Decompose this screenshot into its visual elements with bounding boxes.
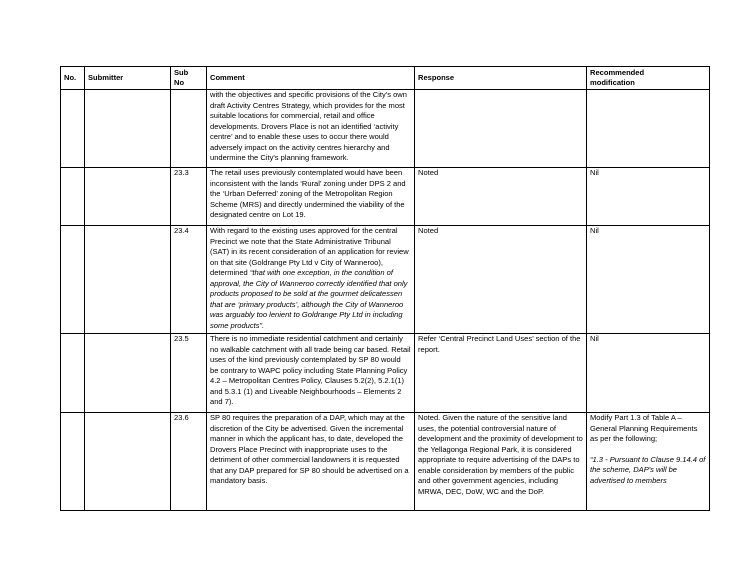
- table-row: [61, 90, 710, 168]
- row-submitter-cell: [85, 168, 171, 226]
- row-recommendation-cell: Nil: [587, 334, 710, 413]
- header-response: Response: [415, 67, 587, 90]
- row-no-cell: [61, 168, 85, 226]
- row-sub-no-cell: [171, 90, 207, 168]
- row-comment-cell: There is no immediate residential catchment and certainly no walkable catchment with all trade being car based. Retail uses of the kind previously contemplated by SP 80 would be contrary to WAPC policy including State Planning Policy 4.2 – Metropolitan Centres Policy, Clauses 5.2(2), 5.2.1(1) and 5.3.1 (1) and Liveable Neighbourhoods – Elements 2 and 7).: [207, 334, 415, 413]
- recommendation-quote: “1.3 - Pursuant to Clause 9.14.4 of the scheme, DAP's will be advertised to members: [590, 454, 706, 485]
- row-submitter-cell: [85, 226, 171, 334]
- header-recommended-line1: Recommended: [590, 67, 645, 77]
- row-no-cell: [61, 226, 85, 334]
- row-comment-cell: SP 80 requires the preparation of a DAP, which may at the discretion of the City be advertised. Given the incremental manner in which the applicant has, to date, developed the Drovers Place Precinct with inappropriate uses to the detriment of other commercial landowners it is requested that any DAP prepared for SP 80 should be advertised on a mandatory basis.: [207, 413, 415, 511]
- row-recommendation-cell: Nil: [587, 168, 710, 226]
- row-comment-cell: with the objectives and specific provisions of the City's own draft Activity Centres Strategy, which provides for the most suitable locations for commercial, retail and office developments. Drovers Place is not an identified ‘activity centre’ and to enable these uses to occur there would adversely impact on the activity centres hierarchy and undermine the City's planning framework.: [207, 90, 415, 168]
- table-row: [61, 168, 710, 226]
- table-row: [61, 226, 710, 334]
- row-sub-no-cell: 23.3: [171, 168, 207, 226]
- comment-text: With regard to the existing uses approved for the central Precinct we note that the State Administrative Tribunal (SAT) in its recent consideration of an application for review on that site (Goldrange Pty Ltd v City of Wanneroo), determined: [210, 226, 409, 277]
- submissions-table: [60, 66, 710, 511]
- row-no-cell: [61, 334, 85, 413]
- header-recommended: [587, 67, 710, 90]
- row-recommendation-cell: [587, 413, 710, 511]
- header-recommended-line2: modification: [590, 78, 635, 87]
- row-response-cell: Noted: [415, 226, 587, 334]
- row-submitter-cell: [85, 334, 171, 413]
- row-response-cell: Noted. Given the nature of the sensitive land uses, the potential controversial nature of development and the proximity of development to the Yellagonga Regional Park, it is considered appropriate to require advertising of the DAPs to enable consideration by members of the public and other government agencies, including MRWA, DEC, DoW, WC and the DoP.: [415, 413, 587, 511]
- row-recommendation-cell: Nil: [587, 226, 710, 334]
- row-submitter-cell: [85, 90, 171, 168]
- paragraph-gap: [590, 445, 706, 455]
- row-response-cell: Refer ‘Central Precinct Land Uses’ section of the report.: [415, 334, 587, 413]
- row-response-cell: Noted: [415, 168, 587, 226]
- header-no: No.: [61, 67, 85, 90]
- table-row: [61, 334, 710, 413]
- table-row: [61, 413, 710, 511]
- header-submitter: Submitter: [85, 67, 171, 90]
- row-comment-cell: [207, 226, 415, 334]
- row-no-cell: [61, 90, 85, 168]
- header-sub-no-line1: Sub: [174, 67, 189, 77]
- row-sub-no-cell: 23.4: [171, 226, 207, 334]
- header-sub-no-line2: No: [174, 78, 185, 87]
- header-row: [61, 67, 710, 90]
- row-recommendation-cell: [587, 90, 710, 168]
- row-no-cell: [61, 413, 85, 511]
- header-comment: Comment: [207, 67, 415, 90]
- header-sub-no: [171, 67, 207, 90]
- row-sub-no-cell: 23.6: [171, 413, 207, 511]
- row-submitter-cell: [85, 413, 171, 511]
- row-response-cell: [415, 90, 587, 168]
- row-comment-cell: The retail uses previously contemplated would have been inconsistent with the lands ‘Rural’ zoning under DPS 2 and the ‘Urban Deferred’ zoning of the Metropolitan Region Scheme (MRS) and directly undermined the viability of the designated centre on Lot 19.: [207, 168, 415, 226]
- row-sub-no-cell: 23.5: [171, 334, 207, 413]
- recommendation-text: Modify Part 1.3 of Table A – General Planning Requirements as per the following;: [590, 413, 698, 443]
- comment-quote: “that with one exception, in the condition of approval, the City of Wanneroo correctly identified that only products proposed to be sold at the gourmet delicatessen that are ‘primary products’, although the City of Wanneroo was arguably too lenient to Goldrange Pty Ltd in including some products”.: [210, 268, 408, 330]
